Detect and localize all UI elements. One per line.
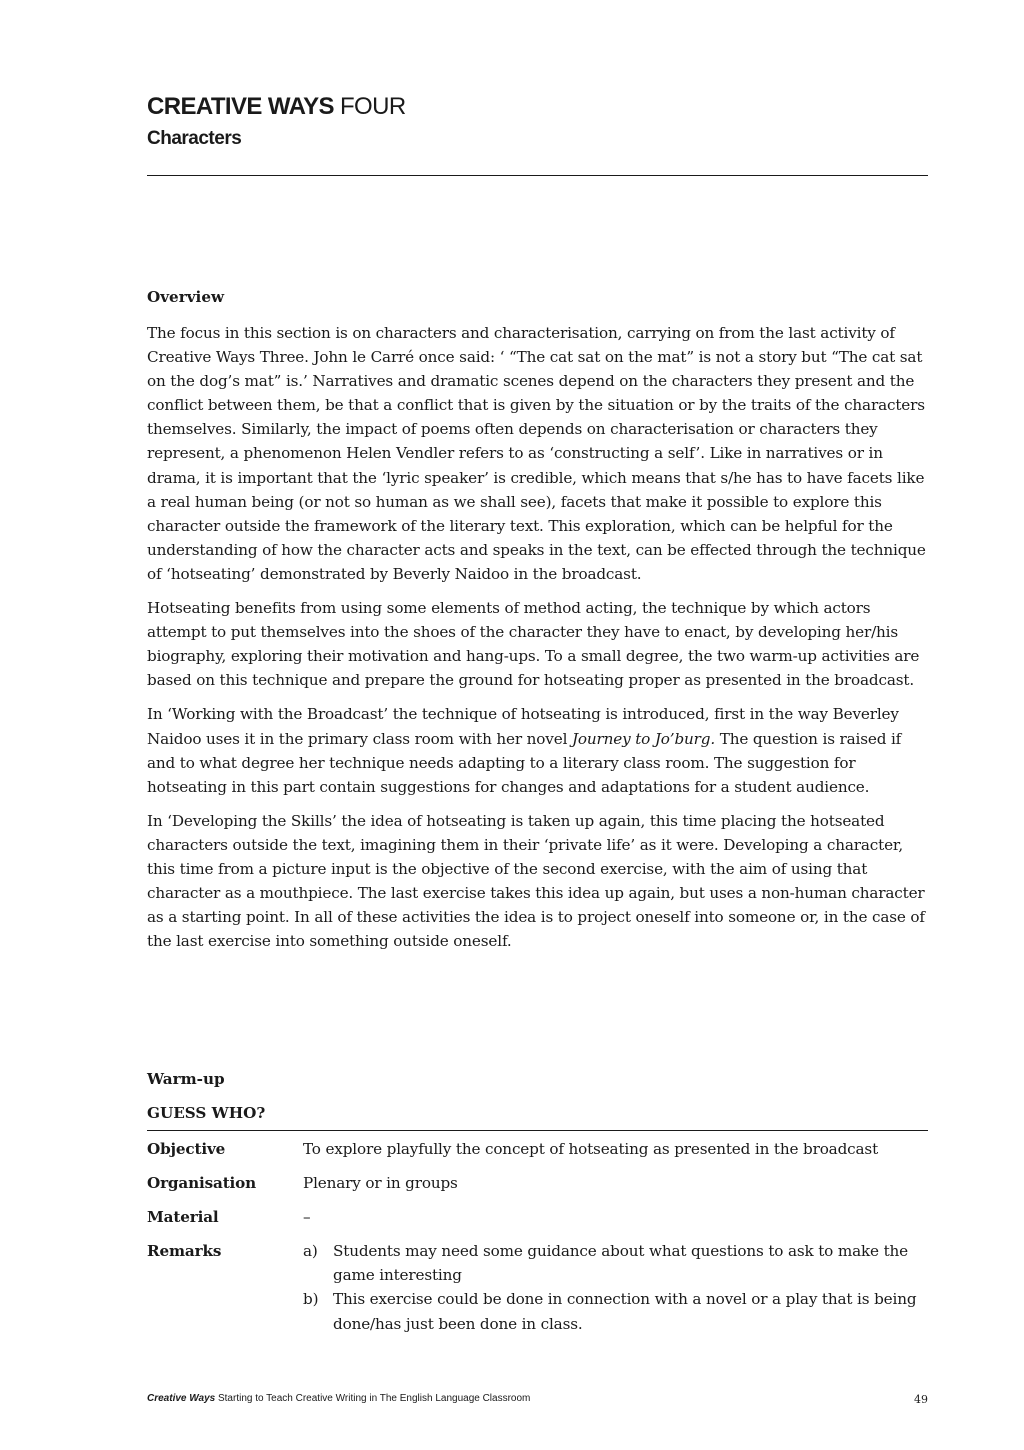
p3-text-a: In ‘Working with the Broadcast’ the technique of hotseating is introduced, first in the way Beverley Naidoo uses it in the primary class room with her novel bbox=[147, 705, 899, 748]
novel-title: Journey to Jo’burg. bbox=[571, 729, 716, 748]
spec-row-remarks bbox=[147, 1239, 928, 1335]
header-divider bbox=[147, 175, 928, 176]
footer-tagline: Starting to Teach Creative Writing in The English Language Classroom bbox=[217, 1393, 531, 1404]
overview-heading: Overview bbox=[147, 288, 225, 306]
page-footer bbox=[147, 1393, 928, 1406]
remarks-list bbox=[303, 1239, 928, 1335]
objective-value: To explore playfully the concept of hotseating as presented in the broadcast bbox=[303, 1140, 879, 1158]
overview-paragraph-2: Hotseating benefits from using some elements of method acting, the technique by which actors attempt to put themselves into the shoes of the character they have to enact, by developing her/his biography, exploring their motivation and hang-ups. To a small degree, the two warm-up activities are based on this technique and prepare the ground for hotseating proper as presented in the broadcast. bbox=[147, 599, 920, 690]
overview-paragraph-3 bbox=[147, 702, 929, 798]
material-value: – bbox=[303, 1208, 311, 1227]
list-text: Students may need some guidance about what questions to ask to make the game interesting bbox=[333, 1242, 908, 1285]
page-subtitle: Characters bbox=[147, 128, 242, 149]
page-title bbox=[147, 92, 928, 122]
overview-paragraph-1: The focus in this section is on characters and characterisation, carrying on from the last activity of Creative Ways Three. John le Carré once said: ‘ “The cat sat on the mat” is not a story but “The cat sat on the dog’s mat” is.’ Narratives and dramatic scenes depend on the characters they present and the conflict between them, be that a conflict that is given by the situation or by the traits of the characters themselves. Similarly, the impact of poems often depends on characterisation or characters they represent, a phenomenon Helen Vendler refers to as ‘constructing a self’. Like in narratives or in drama, it is important that the ‘lyric speaker’ is credible, which means that s/he has to have facets like a real human being (or not so human as we shall see), facets that make it possible to explore this character outside the framework of the literary text. This exploration, which can be helpful for the understanding of how the character acts and speaks in the text, can be effected through the technique of ‘hotseating’ demonstrated by Beverly Naidoo in the broadcast. bbox=[147, 324, 926, 583]
spec-row-material bbox=[147, 1205, 928, 1229]
warmup-heading: Warm-up bbox=[147, 1070, 225, 1088]
title-light: FOUR bbox=[340, 93, 406, 120]
spec-row-objective bbox=[147, 1137, 928, 1161]
remarks-label: Remarks bbox=[147, 1242, 222, 1261]
p3-text-b: The question is raised if and to what degree her technique needs adapting to a literary class room. The suggestion for hotseating in this part contain suggestions for changes and adaptations for a student audience. bbox=[147, 729, 902, 796]
overview-paragraph-4: In ‘Developing the Skills’ the idea of hotseating is taken up again, this time placing the hotseated characters outside the text, imagining them in their ‘private life’ as it were. Developing a character, this time from a picture input is the objective of the second exercise, with the aim of using that character as a mouthpiece. The last exercise takes this idea up again, but uses a non-human character as a starting point. In all of these activities the idea is to project oneself into someone or, in the case of the last exercise into something outside oneself. bbox=[147, 811, 925, 951]
activity-divider bbox=[147, 1130, 928, 1131]
overview-body bbox=[147, 321, 929, 963]
list-marker: b) bbox=[303, 1290, 319, 1309]
list-text: This exercise could be done in connection with a novel or a play that is being done/has just been done in class. bbox=[333, 1290, 917, 1333]
list-item bbox=[303, 1287, 928, 1335]
material-label: Material bbox=[147, 1208, 219, 1227]
objective-label: Objective bbox=[147, 1140, 226, 1158]
title-bold: CREATIVE WAYS bbox=[147, 93, 334, 120]
list-item bbox=[303, 1239, 928, 1287]
page-number: 49 bbox=[914, 1393, 928, 1406]
organisation-value: Plenary or in groups bbox=[303, 1174, 458, 1193]
page-header bbox=[147, 92, 928, 150]
activity-spec bbox=[147, 1137, 928, 1346]
activity-title: GUESS WHO? bbox=[147, 1104, 266, 1122]
footer-brand: Creative Ways bbox=[147, 1393, 216, 1404]
organisation-label: Organisation bbox=[147, 1174, 257, 1193]
list-marker: a) bbox=[303, 1242, 318, 1261]
footer-running-title bbox=[147, 1393, 530, 1406]
spec-row-organisation bbox=[147, 1171, 928, 1195]
